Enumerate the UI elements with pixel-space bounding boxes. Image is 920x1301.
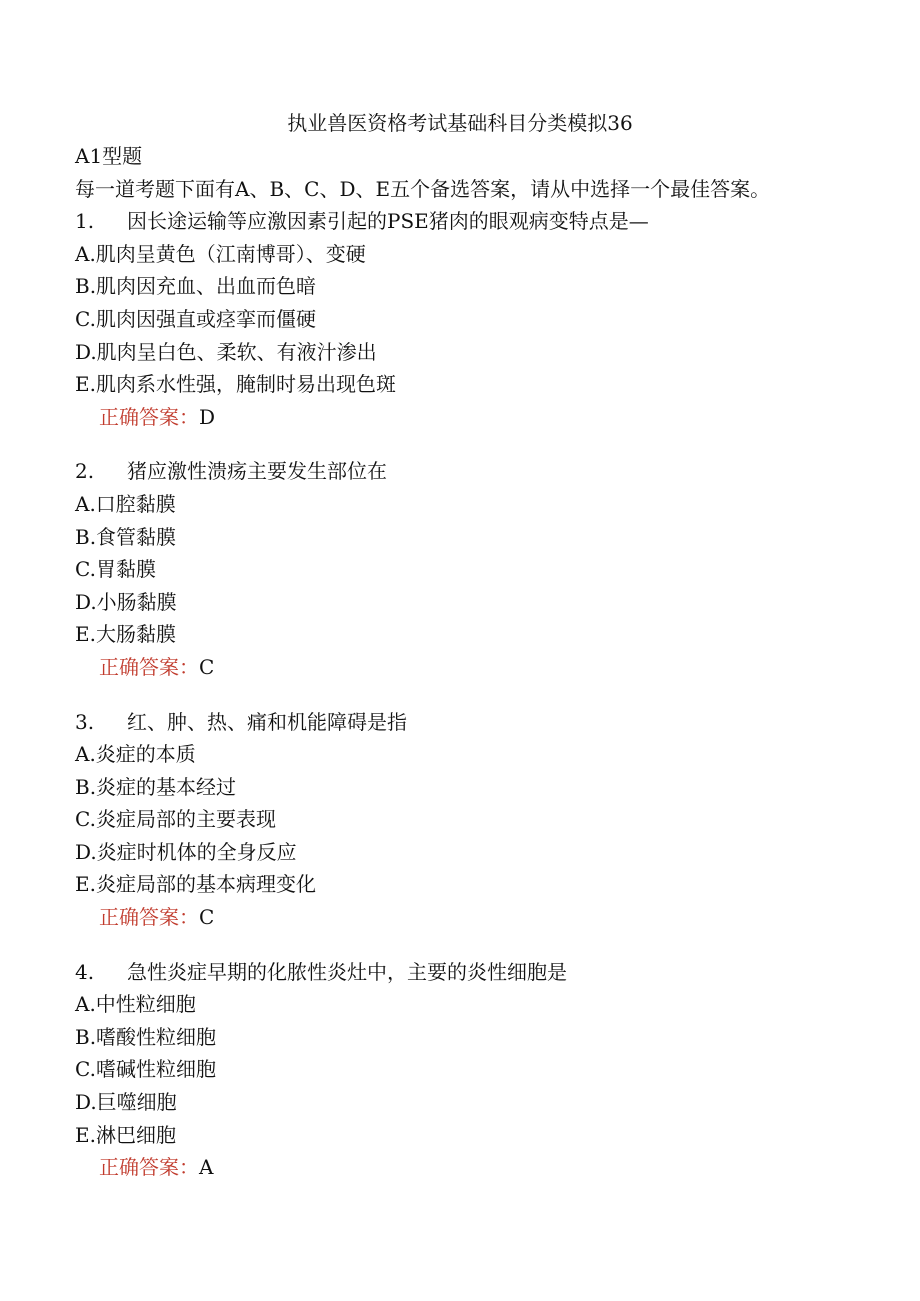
answer-label: 正确答案： — [99, 654, 199, 679]
answer-label: 正确答案： — [99, 905, 199, 930]
option-d: D.巨噬细胞 — [75, 1090, 177, 1115]
option-a: A.中性粒细胞 — [75, 992, 196, 1017]
question-number: 4. — [75, 959, 95, 984]
answer-label: 正确答案： — [99, 1155, 199, 1180]
option-c: C.炎症局部的主要表现 — [75, 807, 276, 832]
correct-answer — [75, 401, 875, 434]
page-title: 执业兽医资格考试基础科目分类模拟36 — [287, 111, 633, 135]
question-stem-line — [75, 956, 875, 989]
option-e: E.炎症局部的基本病理变化 — [75, 872, 316, 897]
option-c: C.胃黏膜 — [75, 557, 156, 582]
question-stem-line — [75, 455, 875, 488]
answer-value: C — [199, 654, 215, 679]
instruction-text: 每一道考题下面有A、B、C、D、E五个备选答案，请从中选择一个最佳答案。 — [75, 176, 771, 201]
question-block — [75, 706, 875, 934]
question-block — [75, 455, 875, 683]
question-stem: 因长途运输等应激因素引起的PSE猪肉的眼观病变特点是— — [127, 209, 649, 234]
spacer — [75, 684, 875, 706]
question-stem: 猪应激性溃疡主要发生部位在 — [127, 459, 387, 484]
option-e: E.大肠黏膜 — [75, 622, 176, 647]
option-b: B.炎症的基本经过 — [75, 774, 237, 799]
option-e: E.淋巴细胞 — [75, 1122, 176, 1147]
correct-answer — [75, 901, 875, 934]
question-number: 3. — [75, 709, 95, 734]
question-number: 2. — [75, 459, 95, 484]
option-d: D.小肠黏膜 — [75, 589, 177, 614]
question-block — [75, 205, 875, 433]
question-number: 1. — [75, 209, 95, 234]
option-a: A.炎症的本质 — [75, 742, 196, 767]
question-stem: 急性炎症早期的化脓性炎灶中，主要的炎性细胞是 — [127, 959, 567, 984]
option-a: A.肌肉呈黄色（江南博哥）、变硬 — [75, 241, 366, 266]
option-d: D.炎症时机体的全身反应 — [75, 839, 297, 864]
correct-answer — [75, 651, 875, 684]
section-type: A1型题 — [75, 144, 143, 168]
option-a: A.口腔黏膜 — [75, 491, 176, 516]
option-c: C.肌肉因强直或痉挛而僵硬 — [75, 306, 316, 331]
document-body — [75, 140, 875, 1184]
option-b: B.嗜酸性粒细胞 — [75, 1024, 217, 1049]
answer-value: A — [199, 1155, 214, 1180]
option-e: E.肌肉系水性强，腌制时易出现色斑 — [75, 372, 396, 397]
spacer — [75, 934, 875, 956]
question-stem-line — [75, 205, 875, 238]
answer-value: C — [199, 905, 215, 930]
question-stem: 红、肿、热、痛和机能障碍是指 — [127, 709, 407, 734]
option-b: B.肌肉因充血、出血而色暗 — [75, 274, 317, 299]
answer-label: 正确答案： — [99, 404, 199, 429]
question-block — [75, 956, 875, 1184]
spacer — [75, 433, 875, 455]
answer-value: D — [199, 404, 216, 429]
correct-answer — [75, 1151, 875, 1184]
question-stem-line — [75, 706, 875, 739]
option-d: D.肌肉呈白色、柔软、有液汁渗出 — [75, 339, 377, 364]
option-c: C.嗜碱性粒细胞 — [75, 1057, 216, 1082]
option-b: B.食管黏膜 — [75, 524, 177, 549]
